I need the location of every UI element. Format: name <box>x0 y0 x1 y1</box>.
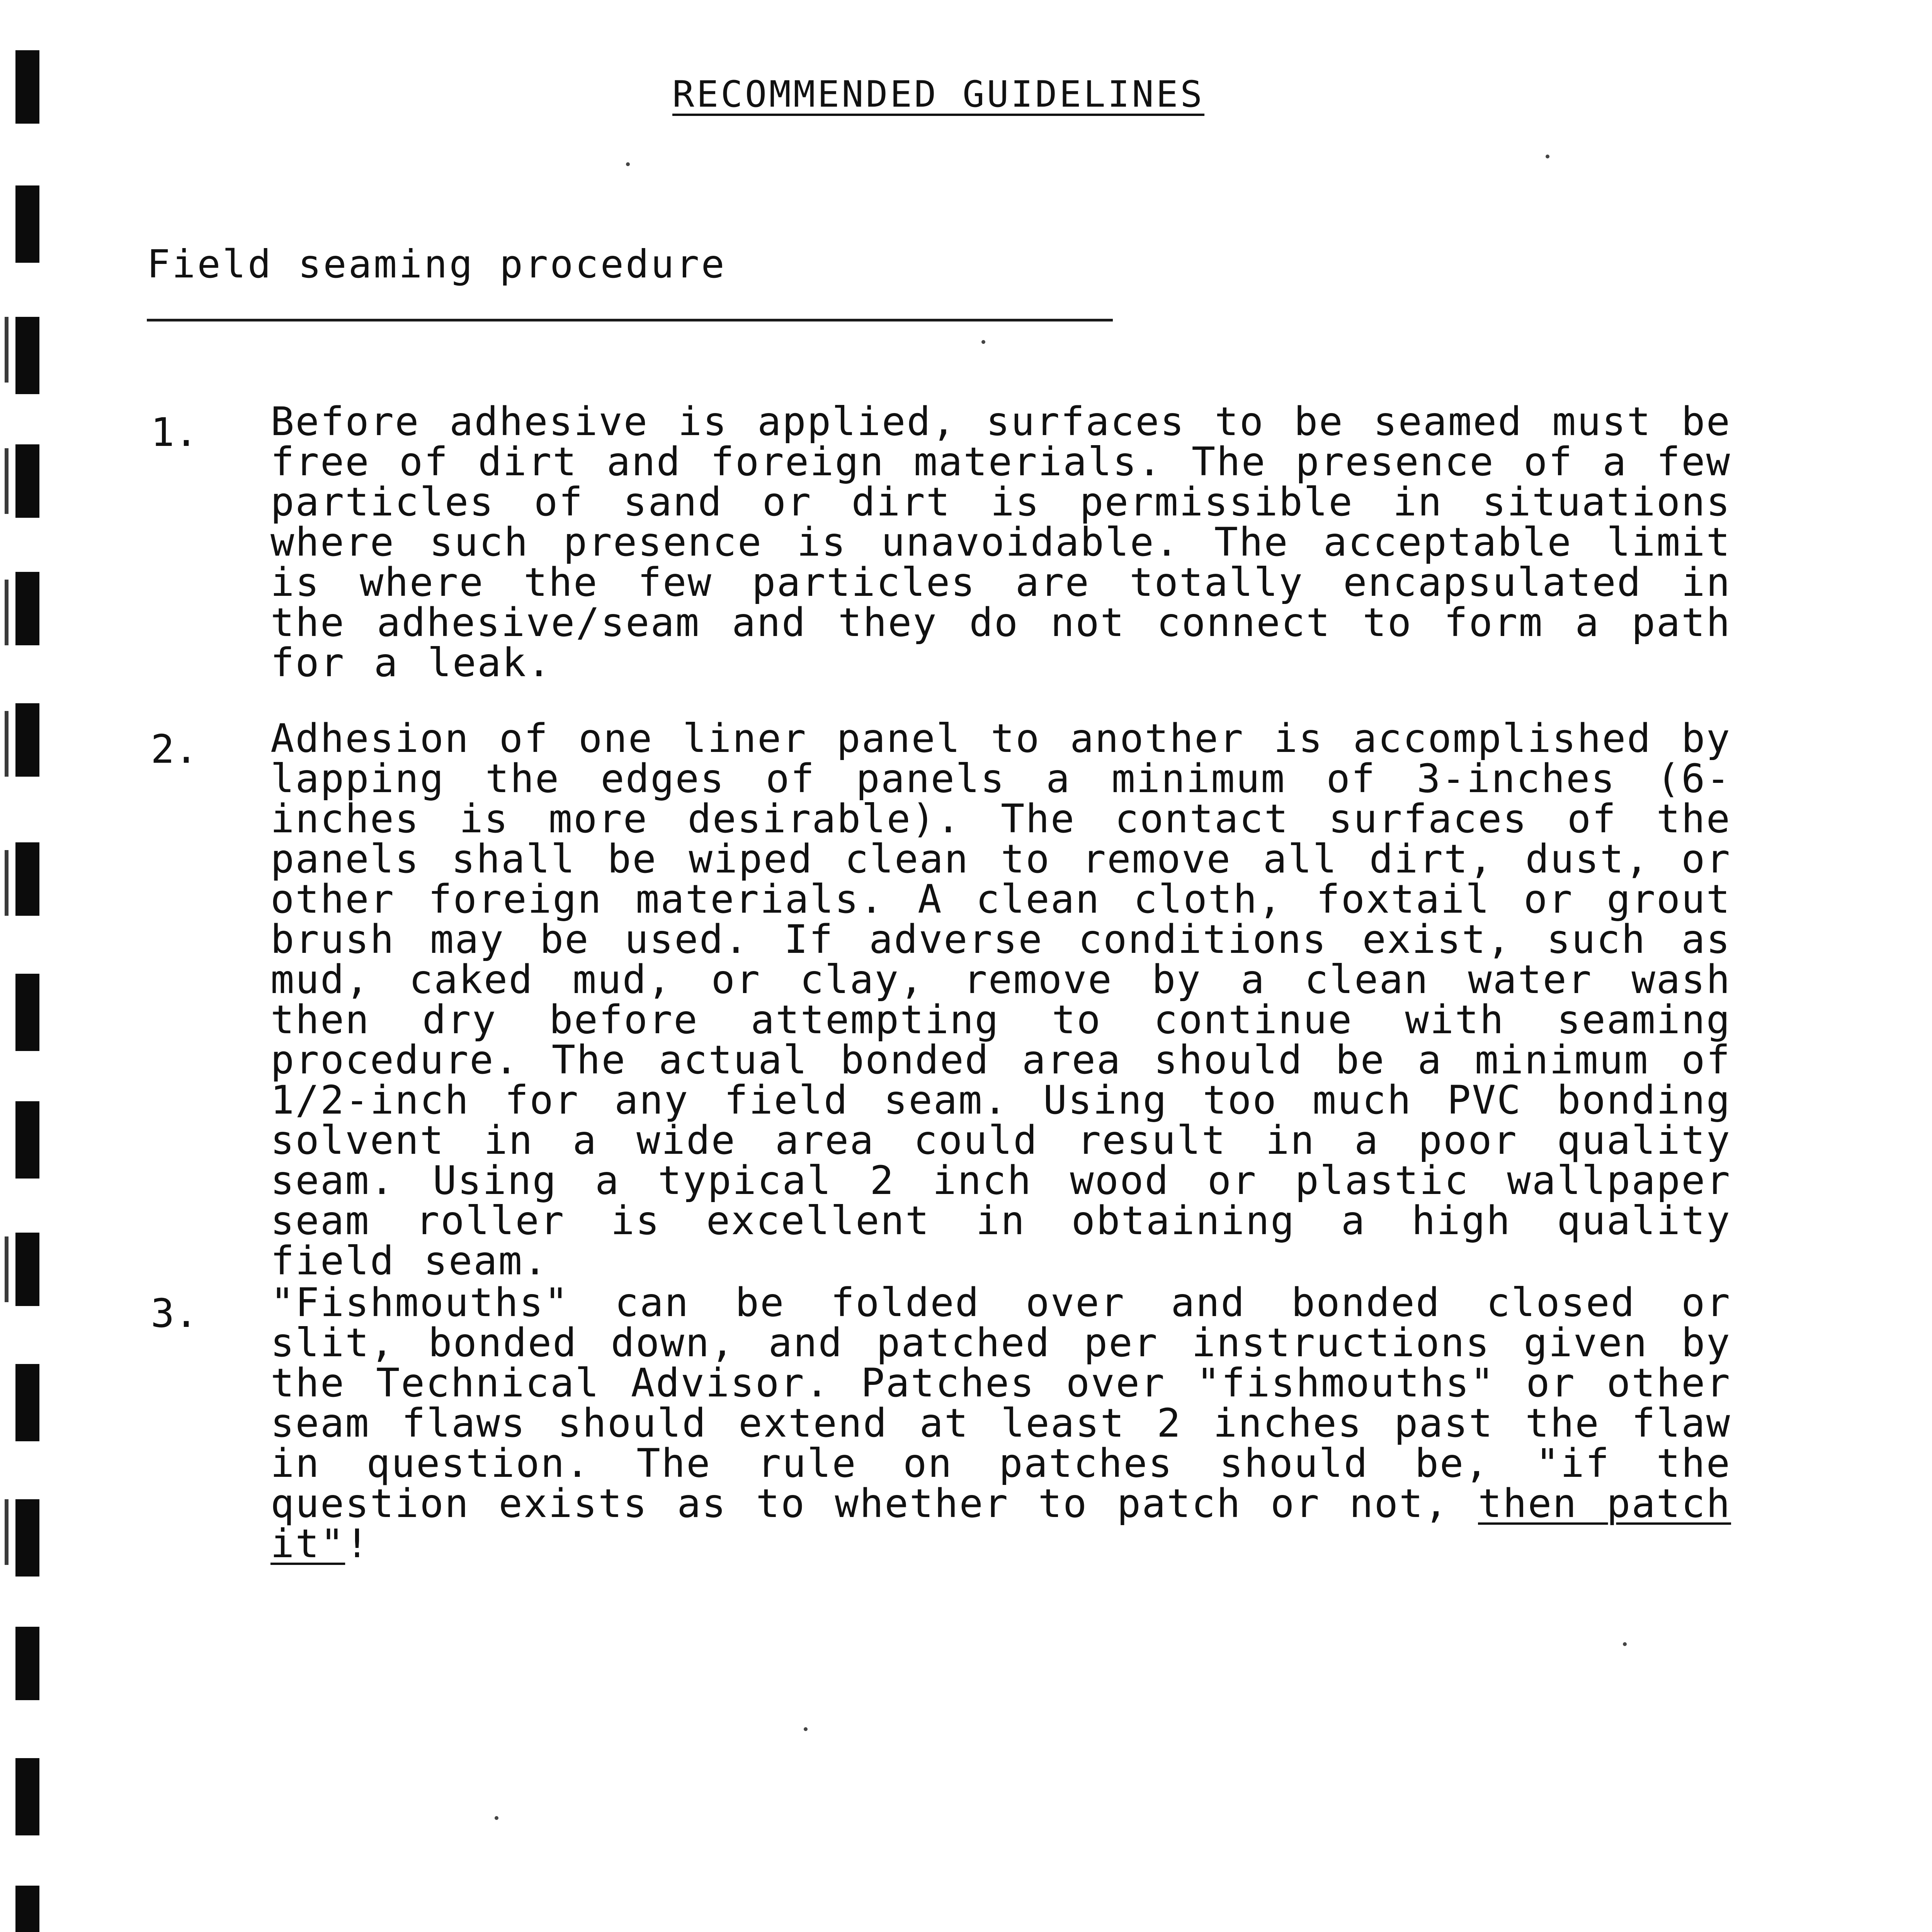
scan-speck <box>981 340 985 344</box>
binding-mark <box>15 1364 39 1441</box>
binding-mark <box>15 1627 39 1700</box>
binding-edge-mark <box>5 580 9 645</box>
list-item-text: "Fishmouths" can be folded over and bonded closed or slit, bonded down, and patched per instructions given by the Technical Advisor. Patches over "fishmouths" or other seam flaws should extend at least 2 inches past the flaw in question. The rule on patches should be, "if the question exists as to whether to patch or not, <box>270 1280 1731 1527</box>
scan-speck <box>1546 155 1549 158</box>
binding-mark <box>15 1758 39 1835</box>
binding-mark <box>15 842 39 916</box>
binding-mark <box>15 572 39 645</box>
binding-edge-mark <box>5 317 9 383</box>
list-item-number: 1. <box>151 410 198 456</box>
binding-mark <box>15 703 39 777</box>
binding-mark <box>15 317 39 394</box>
binding-mark <box>15 1233 39 1306</box>
emphasis-phrase: then patch it" <box>270 1481 1731 1567</box>
binding-mark <box>15 444 39 518</box>
binding-mark <box>15 185 39 263</box>
list-item-text: Adhesion of one liner panel to another is accomplished by lapping the edges of panels a minimum of 3-inches (6-inches is more desirable). The contact surfaces of the panels shall be wiped clean to remove all dirt, dust, or other foreign materials. A clean cloth, foxtail or grout brush may be used. If adverse conditions exist, such as mud, caked mud, or clay, remove by a clean water wash then dry before attempting to continue with seaming procedure. The actual bonded area should be a minimum of 1/2-inch for any field seam. Using too much PVC bonding solvent in a wide area could result in a poor quality seam. Using a typical 2 inch wood or plastic wallpaper seam roller is excellent in obtaining a high quality field seam. <box>270 716 1731 1284</box>
scan-speck <box>1623 1642 1627 1646</box>
binding-mark <box>15 1101 39 1179</box>
section-heading: Field seaming procedure <box>147 242 726 287</box>
list-item-number: 3. <box>151 1291 198 1337</box>
binding-edge-mark <box>5 850 9 916</box>
binding-edge-mark <box>5 711 9 777</box>
binding-edge-mark <box>5 1499 9 1565</box>
list-item-text-block <box>270 1280 1731 1567</box>
scan-speck <box>804 1727 808 1731</box>
binding-mark <box>15 1499 39 1577</box>
binding-mark <box>15 1886 39 1932</box>
trailing-punctuation: ! <box>345 1521 370 1567</box>
list-item-text: Before adhesive is applied, surfaces to be seamed must be free of dirt and foreign materials. The presence of a few particles of sand or dirt is permissible in situations where such presence is unavoidable. The acceptable limit is where the few particles are totally encapsulated in the adhesive/seam and they do not connect to form a path for a leak. <box>270 399 1731 686</box>
binding-edge-mark <box>5 1236 9 1302</box>
scan-speck <box>626 162 630 166</box>
binding-mark <box>15 974 39 1051</box>
section-heading-rule <box>147 319 1113 321</box>
binding-mark <box>15 50 39 124</box>
binding-edge-mark <box>5 448 9 514</box>
scan-speck <box>495 1816 498 1820</box>
list-item-number: 2. <box>151 726 198 772</box>
page-header-title: RECOMMENDED GUIDELINES <box>672 73 1205 116</box>
